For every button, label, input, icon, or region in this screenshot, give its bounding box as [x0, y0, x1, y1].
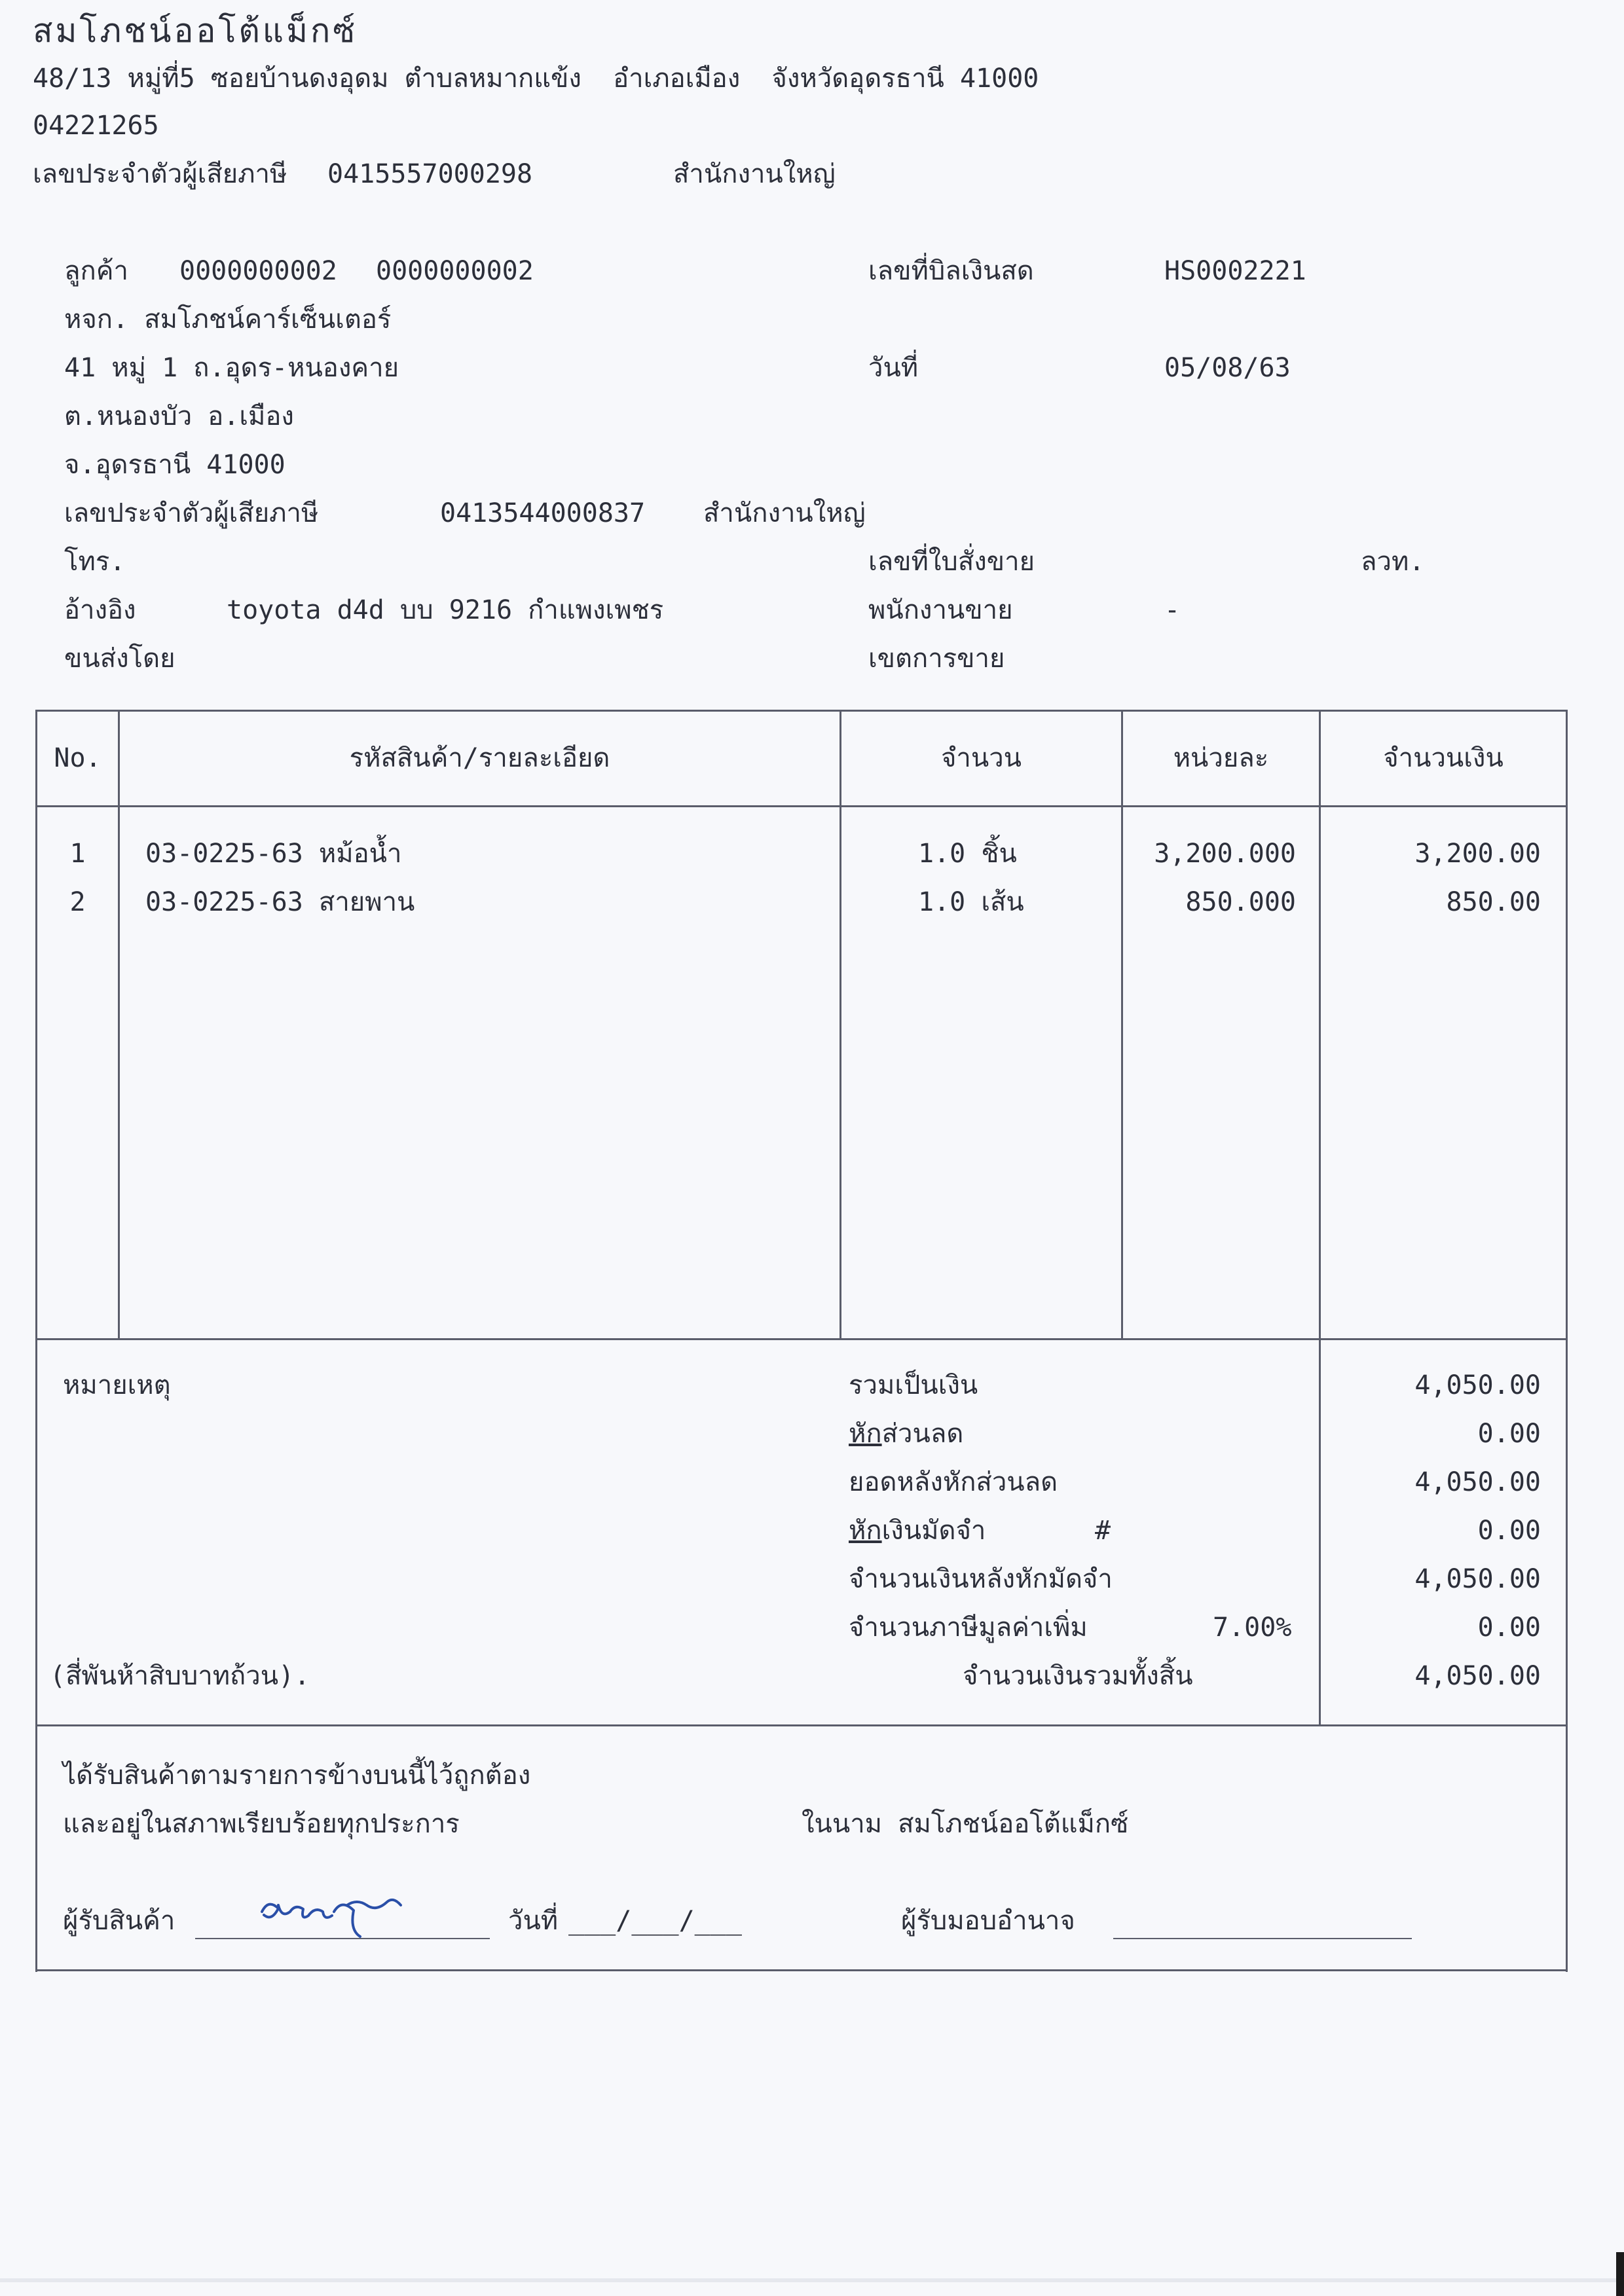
total-label: รวมเป็นเงิน: [849, 1370, 978, 1400]
header-no: No.: [54, 743, 101, 773]
table-top-border: [35, 710, 1568, 712]
col-divider-1: [118, 710, 120, 1339]
reference-label: อ้างอิง: [64, 595, 136, 625]
vat-label: จำนวนภาษีมูลค่าเพิ่ม: [849, 1613, 1088, 1643]
header-unit-price: หน่วยละ: [1173, 743, 1269, 773]
authorized-signature-line: [1113, 1938, 1412, 1939]
customer-branch: สำนักงานใหญ่: [703, 498, 866, 528]
table-header-divider: [35, 805, 1568, 807]
after-deposit-value: 4,050.00: [1414, 1564, 1541, 1594]
grand-total-label: จำนวนเงินรวมทั้งสิ้น: [963, 1661, 1193, 1691]
amount-in-words: (สี่พันห้าสิบบาทถ้วน).: [50, 1661, 310, 1691]
company-name: สมโภชน์ออโต้แม็กซ์: [33, 12, 358, 50]
company-branch: สำนักงานใหญ่: [673, 159, 836, 189]
col-divider-3: [1121, 710, 1123, 1339]
header-amount: จำนวนเงิน: [1383, 743, 1504, 773]
company-tax-id: 0415557000298: [327, 159, 533, 189]
received-line-1: ได้รับสินค้าตามรายการข้างบนนี้ไว้ถูกต้อง: [63, 1760, 531, 1791]
row-description: 03-0225-63 หม้อน้ำ: [145, 839, 402, 869]
receive-date-blank: ___/___/___: [568, 1906, 742, 1936]
customer-label: ลูกค้า: [64, 256, 128, 286]
discount-value: 0.00: [1477, 1419, 1541, 1449]
summary-bottom: [35, 1724, 1568, 1726]
discount-label: [849, 1421, 963, 1447]
table-bottom-border: [35, 1969, 1568, 1971]
after-discount-label: ยอดหลังหักส่วนลด: [849, 1467, 1058, 1497]
receive-date-label: วันที่: [508, 1906, 559, 1936]
table-right-border: [1566, 710, 1568, 1972]
deposit-rest: เงินมัดจำ: [881, 1516, 986, 1546]
received-line-2: และอยู่ในสภาพเรียบร้อยทุกประการ: [63, 1809, 460, 1839]
sales-area-label: เขตการขาย: [868, 644, 1005, 674]
date-label: วันที่: [868, 353, 919, 383]
customer-name: หจก. สมโภชน์คาร์เซ็นเตอร์: [64, 304, 392, 335]
row-description: 03-0225-63 สายพาน: [145, 887, 415, 917]
discount-rest: ส่วนลด: [881, 1419, 964, 1449]
scan-edge: [0, 2278, 1624, 2282]
on-behalf-text: ในนาม สมโภชน์ออโต้แม็กซ์: [802, 1809, 1129, 1839]
deposit-value: 0.00: [1477, 1516, 1541, 1546]
after-deposit-label: จำนวนเงินหลังหักมัดจำ: [849, 1564, 1113, 1594]
customer-address-3: จ.อุดรธานี 41000: [64, 450, 286, 480]
customer-code-1: 0000000002: [179, 256, 337, 286]
customer-phone-label: โทร.: [64, 547, 126, 577]
deposit-label: [849, 1518, 986, 1544]
total-value: 4,050.00: [1414, 1370, 1541, 1400]
vat-rate: 7.00%: [1213, 1613, 1292, 1643]
company-address: 48/13 หมู่ที่5 ซอยบ้านดงอุดม ตำบลหมากแข้ง อำเภอเมือง จังหวัดอุดรธานี 41000: [33, 64, 1039, 94]
row-no: 2: [69, 887, 86, 917]
customer-address-2: ต.หนองบัว อ.เมือง: [64, 401, 294, 431]
company-phone: 04221265: [33, 111, 159, 141]
header-description: รหัสสินค้า/รายละเอียด: [349, 743, 610, 773]
row-unit-price: 850.000: [1185, 887, 1296, 917]
deposit-prefix: หัก: [849, 1516, 882, 1546]
sales-order-value: ลวท.: [1361, 547, 1425, 577]
salesman-label: พนักงานขาย: [868, 595, 1013, 625]
row-quantity: 1.0 เส้น: [918, 887, 1024, 917]
company-tax-label: เลขประจำตัวผู้เสียภาษี: [33, 159, 287, 189]
row-unit-price: 3,200.000: [1154, 839, 1296, 869]
customer-tax-id: 0413544000837: [440, 498, 646, 528]
discount-prefix: หัก: [849, 1419, 882, 1449]
deposit-mark: #: [1095, 1516, 1111, 1546]
receiver-label: ผู้รับสินค้า: [63, 1906, 175, 1936]
reference-value: toyota d4d บบ 9216 กำแพงเพชร: [227, 595, 664, 625]
sales-order-label: เลขที่ใบสั่งขาย: [868, 547, 1035, 577]
salesman-value: -: [1164, 595, 1181, 625]
bill-no-label: เลขที่บิลเงินสด: [868, 256, 1034, 286]
grand-total-value: 4,050.00: [1414, 1661, 1541, 1691]
after-discount-value: 4,050.00: [1414, 1467, 1541, 1497]
col-divider-2: [840, 710, 841, 1339]
shipping-label: ขนส่งโดย: [64, 644, 175, 674]
authorized-label: ผู้รับมอบอำนาจ: [901, 1906, 1075, 1936]
header-quantity: จำนวน: [940, 743, 1022, 773]
customer-address-1: 41 หมู่ 1 ถ.อุดร-หนองคาย: [64, 353, 399, 383]
remark-label: หมายเหตุ: [63, 1370, 171, 1400]
row-amount: 3,200.00: [1414, 839, 1541, 869]
row-no: 1: [69, 839, 86, 869]
scan-corner: [1616, 2252, 1624, 2296]
bill-no: HS0002221: [1164, 256, 1306, 286]
vat-value: 0.00: [1477, 1613, 1541, 1643]
invoice-date: 05/08/63: [1164, 353, 1291, 383]
table-body-bottom: [35, 1338, 1568, 1340]
customer-code-2: 0000000002: [376, 256, 534, 286]
row-quantity: 1.0 ชิ้น: [918, 839, 1017, 869]
customer-tax-label: เลขประจำตัวผู้เสียภาษี: [64, 498, 319, 528]
row-amount: 850.00: [1446, 887, 1541, 917]
receiver-signature: [249, 1886, 426, 1944]
